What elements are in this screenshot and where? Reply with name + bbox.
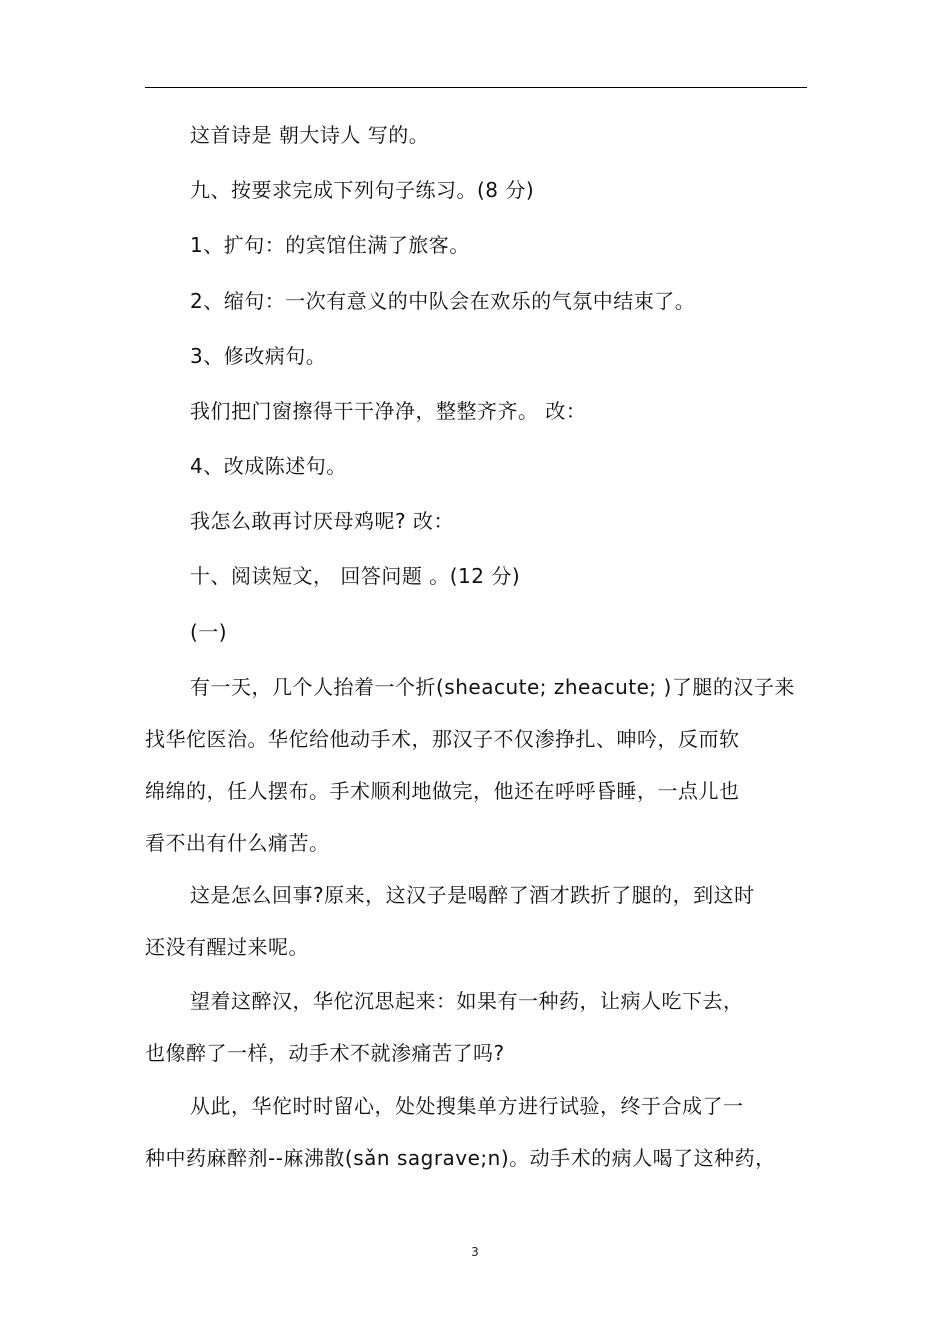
page-number: 3 bbox=[471, 1245, 479, 1259]
paragraph-line: 望着这醉汉，华佗沉思起来：如果有一种药，让病人吃下去， bbox=[190, 989, 744, 1013]
text-line: 我怎么敢再讨厌母鸡呢? 改： bbox=[190, 509, 454, 533]
text-line: 我们把门窗擦得干干净净，整整齐齐。 改： bbox=[190, 399, 587, 423]
text-line: 4、改成陈述句。 bbox=[190, 454, 347, 478]
text-line: 2、缩句：一次有意义的中队会在欢乐的气氛中结束了。 bbox=[190, 289, 696, 313]
section-heading: 十、阅读短文， 回答问题 。(12 分) bbox=[190, 564, 521, 588]
text-line: 1、扩句：的宾馆住满了旅客。 bbox=[190, 233, 470, 257]
paragraph-line: 种中药麻醉剂--麻沸散(sǎn sagrave;n)。动手术的病人喝了这种药， bbox=[145, 1146, 776, 1170]
text-line: 3、修改病句。 bbox=[190, 344, 327, 368]
text-line: 这首诗是 朝大诗人 写的。 bbox=[190, 123, 430, 147]
paragraph-line: 从此，华佗时时留心，处处搜集单方进行试验，终于合成了一 bbox=[190, 1094, 744, 1118]
paragraph-line: 有一天，几个人抬着一个折(sheacute; zheacute; )了腿的汉子来 bbox=[190, 675, 795, 699]
section-heading: 九、按要求完成下列句子练习。(8 分) bbox=[190, 178, 535, 202]
header-rule bbox=[145, 87, 807, 88]
paragraph-line: 绵绵的，任人摆布。手术顺利地做完，他还在呼呼昏睡，一点儿也 bbox=[145, 779, 740, 803]
subsection-label: (一) bbox=[190, 620, 228, 644]
paragraph-line: 也像醉了一样，动手术不就渗痛苦了吗? bbox=[145, 1041, 505, 1065]
paragraph-line: 这是怎么回事?原来，这汉子是喝醉了酒才跌折了腿的，到这时 bbox=[190, 883, 755, 907]
paragraph-line: 还没有醒过来呢。 bbox=[145, 935, 309, 959]
paragraph-line: 找华佗医治。华佗给他动手术，那汉子不仅渗挣扎、呻吟，反而软 bbox=[145, 727, 740, 751]
paragraph-line: 看不出有什么痛苦。 bbox=[145, 831, 330, 855]
